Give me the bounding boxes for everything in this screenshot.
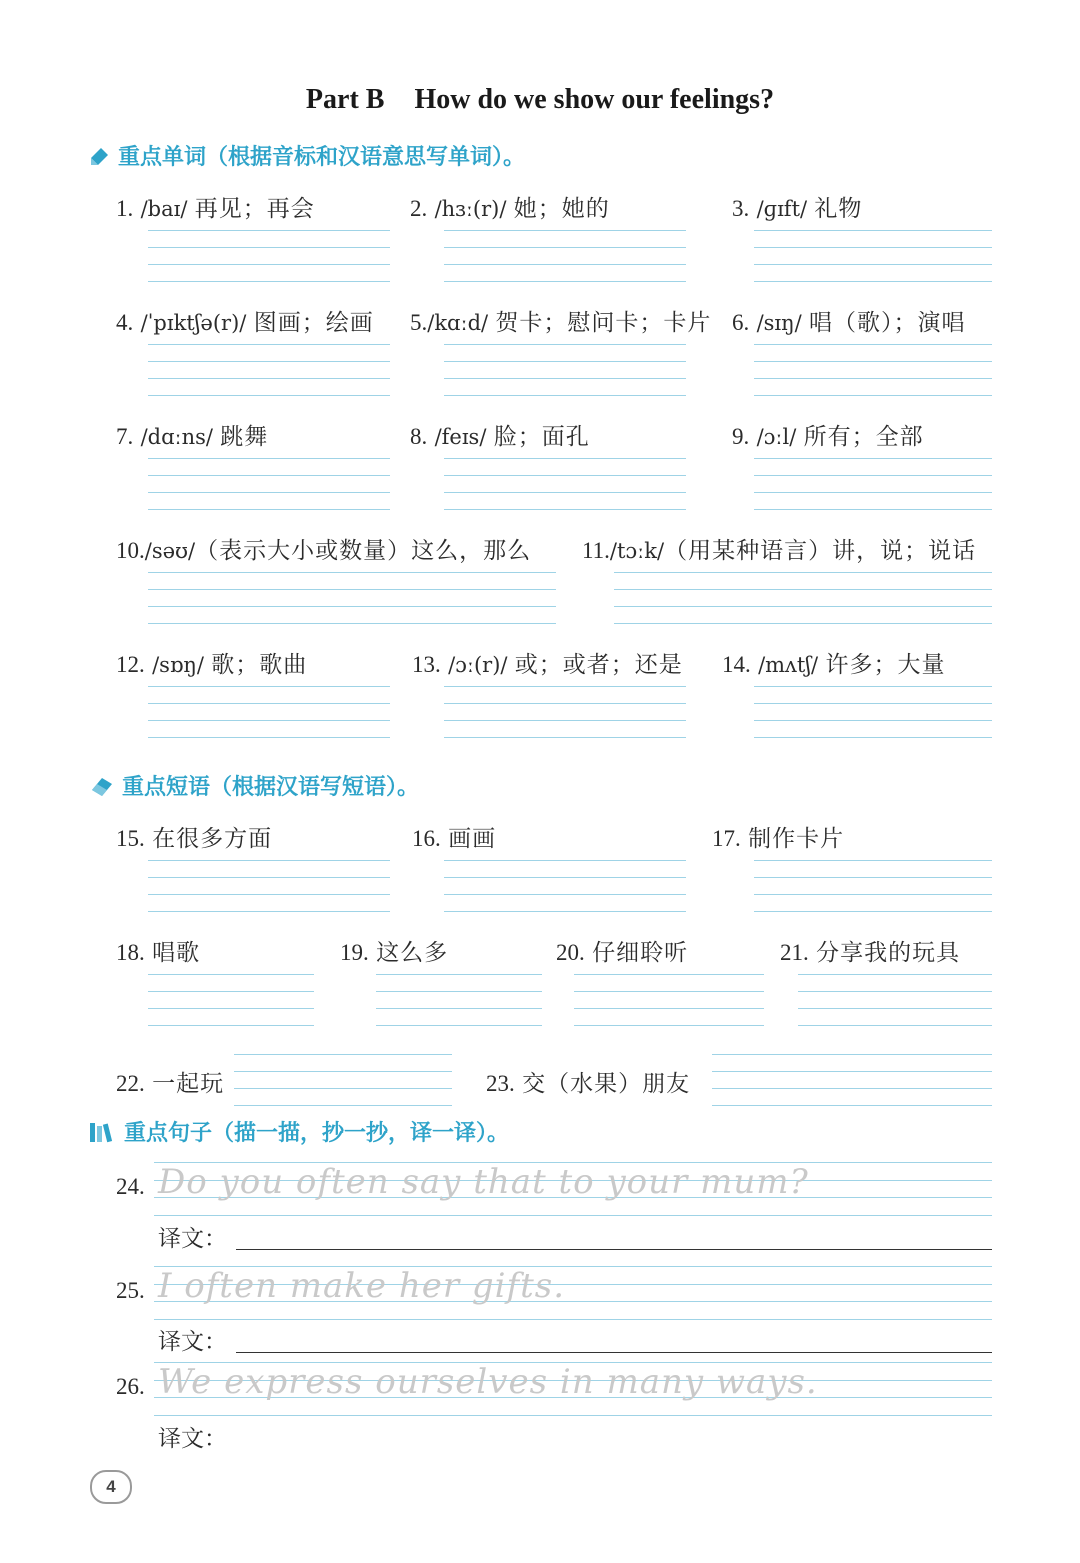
word-item-14 (722, 646, 945, 679)
section-words-heading (88, 140, 525, 171)
phrase-item-21 (780, 934, 960, 967)
translation-label: 译文： (158, 1329, 227, 1355)
word-ipa: /səʊ/ (144, 539, 196, 563)
word-item-6 (732, 304, 966, 337)
phrase-item-18 (116, 934, 200, 967)
phrase-item-19 (340, 934, 448, 967)
sentence-number: 25. (116, 1278, 145, 1303)
word-item-1 (116, 190, 315, 223)
word-ipa: /kɑːd/ (427, 311, 489, 335)
writing-lines[interactable] (444, 686, 686, 738)
writing-lines[interactable] (148, 686, 390, 738)
part-question: How do we show our feelings? (414, 84, 775, 115)
writing-lines[interactable] (376, 974, 542, 1026)
word-ipa: /ɡɪft/ (756, 197, 808, 221)
phrase-meaning: 唱歌 (152, 940, 201, 966)
writing-lines[interactable] (798, 974, 992, 1026)
word-meaning: 所有；全部 (803, 424, 924, 450)
phrase-meaning: 分享我的玩具 (816, 940, 961, 966)
word-meaning: 跳舞 (220, 424, 269, 450)
sentence-number: 26. (116, 1374, 145, 1399)
phrase-number: 19. (340, 940, 369, 965)
phrase-meaning: 在很多方面 (152, 826, 273, 852)
phrase-number: 21. (780, 940, 809, 965)
phrase-item-16 (412, 820, 496, 853)
word-number: 9. (732, 424, 750, 449)
word-meaning: 贺卡；慰问卡；卡片 (495, 310, 712, 336)
word-ipa: /mʌtʃ/ (758, 653, 819, 677)
word-ipa: /tɔːk/ (609, 539, 665, 563)
phrase-number: 16. (412, 826, 441, 851)
word-number: 7. (116, 424, 134, 449)
word-number: 5. (410, 310, 428, 335)
writing-lines[interactable] (444, 344, 686, 396)
word-number: 10. (116, 538, 145, 563)
word-item-4 (116, 304, 374, 337)
phrase-number: 15. (116, 826, 145, 851)
word-number: 14. (722, 652, 751, 677)
word-meaning: 脸；面孔 (493, 424, 590, 450)
writing-lines[interactable] (614, 572, 992, 624)
word-meaning: 唱（歌）；演唱 (809, 310, 966, 336)
writing-lines[interactable] (148, 974, 314, 1026)
phrase-item-20 (556, 934, 688, 967)
phrase-meaning: 仔细聆听 (592, 940, 689, 966)
trace-sentence: Do you often say that to your mum? (158, 1162, 809, 1202)
word-meaning: （表示大小或数量）这么，那么 (195, 538, 532, 564)
phrase-number: 22. (116, 1071, 145, 1096)
writing-lines[interactable] (148, 230, 390, 282)
writing-lines[interactable] (444, 230, 686, 282)
word-number: 8. (410, 424, 428, 449)
eraser-icon (88, 774, 116, 798)
phrase-meaning: 交（水果）朋友 (522, 1071, 691, 1097)
section-phrases-title: 重点短语（根据汉语写短语）。 (122, 775, 420, 800)
pencil-icon (88, 144, 112, 168)
phrase-meaning: 制作卡片 (748, 826, 845, 852)
writing-lines[interactable] (444, 860, 686, 912)
word-number: 4. (116, 310, 134, 335)
page-number: 4 (90, 1470, 132, 1504)
page-title (0, 84, 1080, 116)
word-meaning: （用某种语言）讲，说；说话 (664, 538, 977, 564)
word-ipa: /sɒŋ/ (152, 653, 204, 677)
writing-lines[interactable] (574, 974, 764, 1026)
phrase-number: 17. (712, 826, 741, 851)
word-meaning: 礼物 (814, 196, 863, 222)
phrase-meaning: 一起玩 (152, 1071, 225, 1097)
phrase-meaning: 画画 (448, 826, 497, 852)
section-sentences-title: 重点句子（描一描，抄一抄，译一译）。 (124, 1121, 510, 1146)
phrase-item-22 (116, 1065, 224, 1098)
word-item-10 (116, 532, 531, 565)
word-meaning: 图画；绘画 (253, 310, 374, 336)
word-number: 13. (412, 652, 441, 677)
word-number: 6. (732, 310, 750, 335)
word-item-2 (410, 190, 610, 223)
phrase-number: 18. (116, 940, 145, 965)
word-item-8 (410, 418, 590, 451)
word-item-7 (116, 418, 268, 451)
part-label: Part B (305, 84, 385, 115)
phrase-item-23 (486, 1065, 690, 1098)
writing-lines[interactable] (148, 344, 390, 396)
word-item-13 (412, 646, 683, 679)
writing-lines[interactable] (754, 458, 992, 510)
word-item-9 (732, 418, 924, 451)
word-number: 11. (582, 538, 610, 563)
writing-lines[interactable] (754, 344, 992, 396)
trace-sentence: I often make her gifts. (158, 1266, 566, 1306)
phrase-item-15 (116, 820, 272, 853)
word-item-11 (582, 532, 976, 565)
writing-lines[interactable] (148, 572, 556, 624)
section-words-title: 重点单词（根据音标和汉语意思写单词）。 (118, 145, 526, 170)
word-item-5 (410, 304, 711, 337)
phrase-item-17 (712, 820, 844, 853)
word-ipa: /hɜː(r)/ (434, 197, 507, 221)
phrase-meaning: 这么多 (376, 940, 449, 966)
word-ipa: /ɔːl/ (756, 425, 797, 449)
translation-label: 译文： (158, 1226, 227, 1252)
word-ipa: /dɑːns/ (140, 425, 213, 449)
word-ipa: /sɪŋ/ (756, 311, 802, 335)
writing-lines[interactable] (234, 1054, 452, 1106)
writing-lines[interactable] (148, 860, 390, 912)
word-meaning: 许多；大量 (825, 652, 946, 678)
writing-lines[interactable] (754, 230, 992, 282)
writing-lines[interactable] (712, 1054, 992, 1106)
word-item-12 (116, 646, 307, 679)
translation-label: 译文： (158, 1426, 227, 1452)
phrase-number: 23. (486, 1071, 515, 1096)
word-number: 3. (732, 196, 750, 221)
sentence-number: 24. (116, 1174, 145, 1199)
word-meaning: 或；或者；还是 (514, 652, 683, 678)
section-sentences-heading (88, 1116, 509, 1147)
word-number: 12. (116, 652, 145, 677)
word-meaning: 她；她的 (513, 196, 610, 222)
writing-lines[interactable] (444, 458, 686, 510)
word-ipa: /feɪs/ (434, 425, 487, 449)
translation-answer-line[interactable] (236, 1249, 992, 1250)
word-ipa: /baɪ/ (140, 197, 188, 221)
word-ipa: /ɔː(r)/ (448, 653, 508, 677)
word-meaning: 再见；再会 (194, 196, 315, 222)
phrase-number: 20. (556, 940, 585, 965)
trace-sentence: We express ourselves in many ways. (158, 1362, 818, 1402)
writing-lines[interactable] (754, 860, 992, 912)
books-icon (88, 1120, 118, 1144)
writing-lines[interactable] (754, 686, 992, 738)
writing-lines[interactable] (148, 458, 390, 510)
word-number: 1. (116, 196, 134, 221)
word-meaning: 歌；歌曲 (211, 652, 308, 678)
section-phrases-heading (88, 770, 419, 801)
translation-answer-line[interactable] (236, 1352, 992, 1353)
word-ipa: /ˈpɪktʃə(r)/ (140, 311, 247, 335)
word-number: 2. (410, 196, 428, 221)
word-item-3 (732, 190, 862, 223)
